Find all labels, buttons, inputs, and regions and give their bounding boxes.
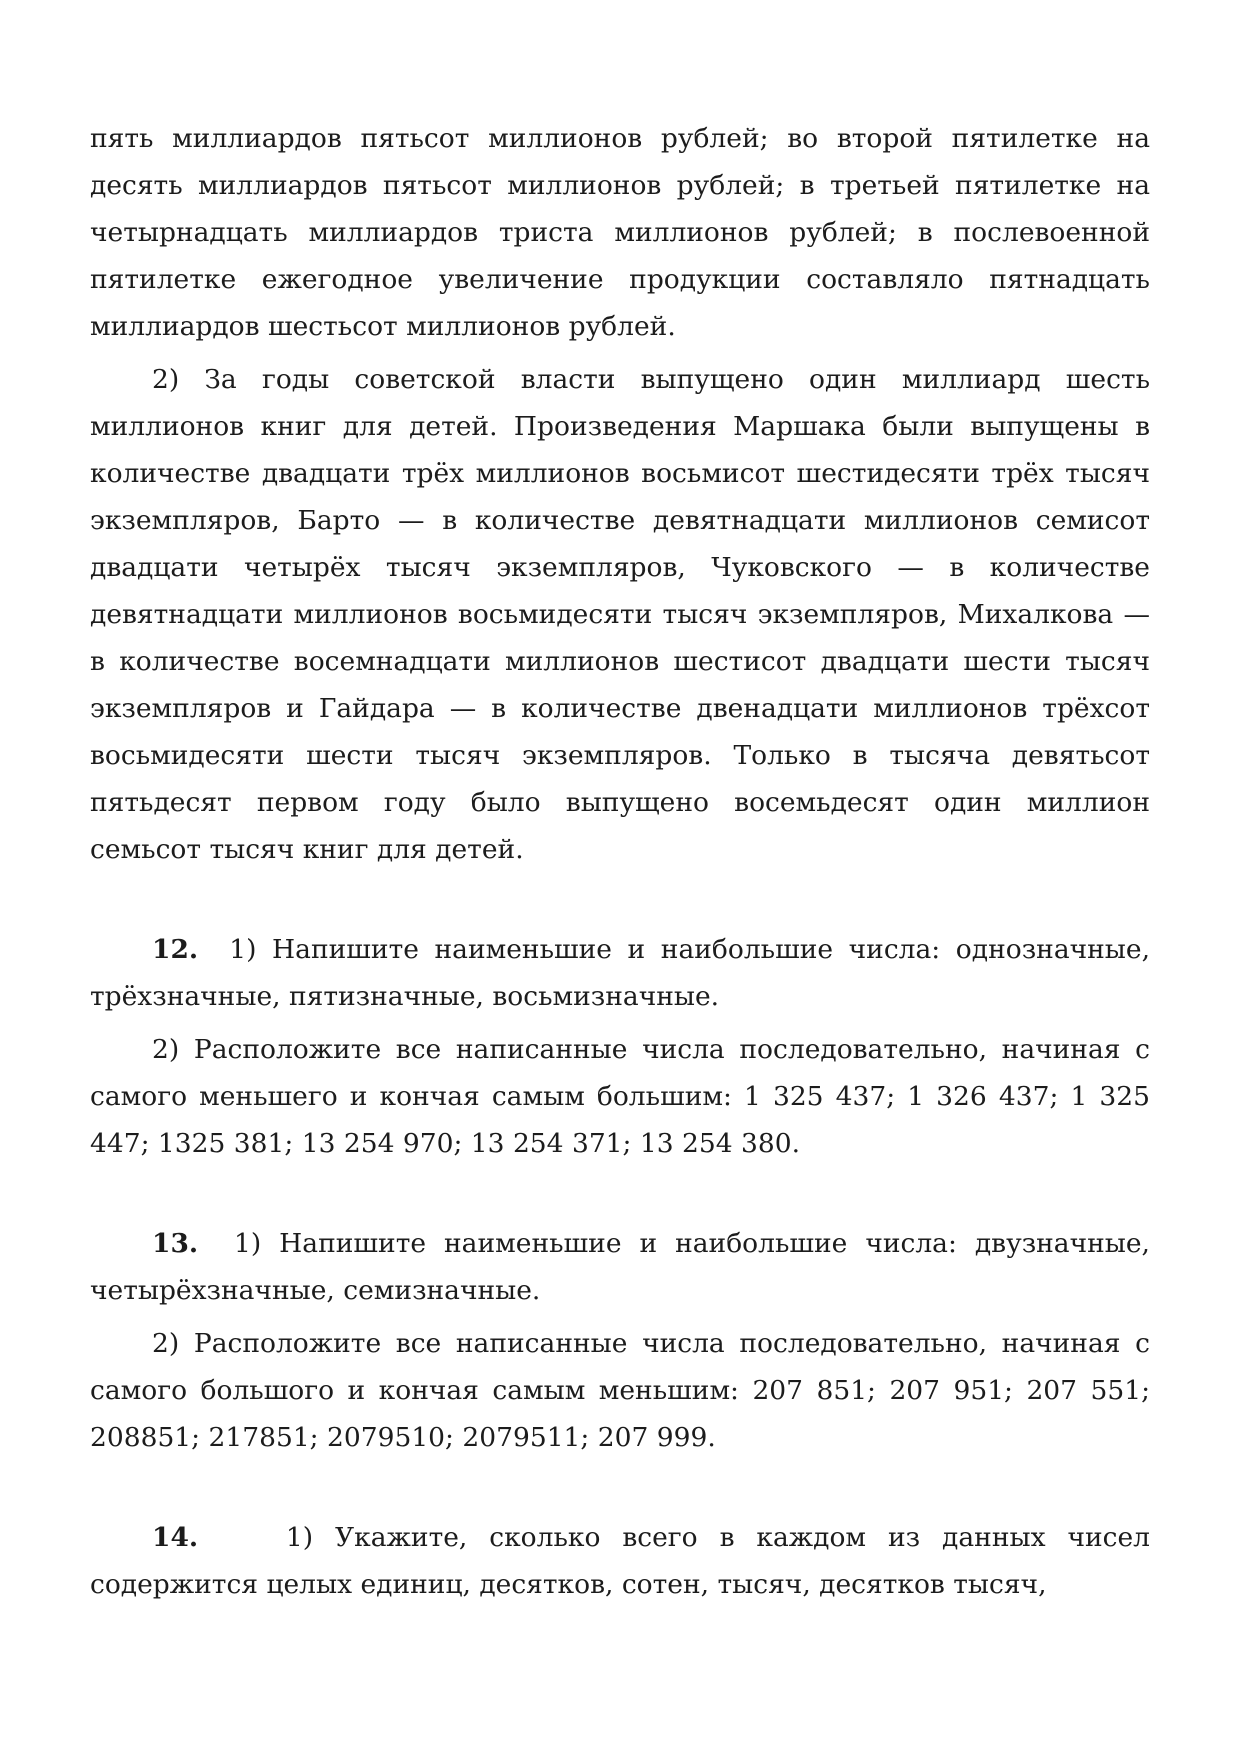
- task-12: [90, 926, 1150, 1167]
- task-14-number: 14.: [152, 1522, 199, 1553]
- task-12-part-2: 2) Расположите все написанные числа последовательно, начиная с самого меньшего и кончая самым большим: 1 325 437; 1 326 437; 1 325 447; 1325 381; 13 254 970; 13 254 371; 13 254 380.: [90, 1034, 1150, 1159]
- task-13: [90, 1220, 1150, 1461]
- paragraph-children-books: 2) За годы советской власти выпущено один миллиард шесть миллионов книг для детей. Произведения Маршака были выпущены в количестве двадцати трёх миллионов восьмисот шестидесяти трёх тысяч экземпляров, Барто — в количестве девятнадцати миллионов семисот двадцати четырёх тысяч экземпляров, Чуковского — в количестве девятнадцати миллионов восьмидесяти тысяч экземпляров, Михалкова — в количестве восемнадцати миллионов шестисот двадцати шести тысяч экземпляров и Гайдара — в количестве двенадцати миллионов трёхсот восьмидесяти шести тысяч экземпляров. Только в тысяча девятьсот пятьдесят первом году было выпущено восемьдесят один миллион семьсот тысяч книг для детей.: [90, 364, 1150, 865]
- task-14-part-1: [90, 1514, 1150, 1608]
- task-12-number: 12.: [152, 934, 199, 965]
- task-12-part-1-text: 1) Напишите наименьшие и наибольшие числа: однозначные, трёхзначные, пятизначные, восьмизначные.: [90, 934, 1150, 1012]
- paragraph-continuation: пять миллиардов пятьсот миллионов рублей; во второй пятилетке на десять миллиардов пятьсот миллионов рублей; в третьей пятилетке на четырнадцать миллиардов триста миллионов рублей; в послевоенной пятилетке ежегодное увеличение продукции составляло пятнадцать миллиардов шестьсот миллионов рублей.: [90, 123, 1150, 342]
- task-13-part-1: [90, 1220, 1150, 1314]
- task-12-part-1: [90, 926, 1150, 1020]
- task-14-part-1-text: 1) Укажите, сколько всего в каждом из данных чисел содержится целых единиц, десятков, сотен, тысяч, десятков тысяч,: [90, 1522, 1150, 1600]
- task-13-part-2: 2) Расположите все написанные числа последовательно, начиная с самого большого и кончая самым меньшим: 207 851; 207 951; 207 551; 208851; 217851; 2079510; 2079511; 207 999.: [90, 1328, 1150, 1453]
- text-column: [90, 115, 1150, 1608]
- task-14: [90, 1514, 1150, 1608]
- task-13-part-1-text: 1) Напишите наименьшие и наибольшие числа: двузначные, четырёхзначные, семизначные.: [90, 1228, 1150, 1306]
- task-13-number: 13.: [152, 1228, 199, 1259]
